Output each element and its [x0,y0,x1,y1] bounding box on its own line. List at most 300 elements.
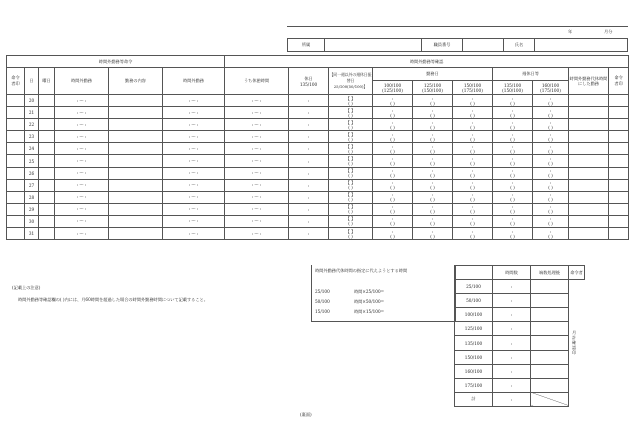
ot-work-confirm-cell[interactable] [163,143,225,155]
holiday-cell-text: : [307,194,310,200]
rest-time-header: うち休憩時間 [243,78,270,83]
summary-rounding-cell[interactable] [531,294,569,308]
ot-work-confirm-cell[interactable] [163,203,225,215]
holiday-cell[interactable] [289,191,329,203]
rate-135-cell[interactable] [493,228,533,240]
rate-160-cell[interactable] [533,179,569,191]
rest-time-cell[interactable] [225,167,289,179]
day-cell-text: 26 [28,170,35,176]
rate-135-cell[interactable] [493,203,533,215]
day-cell[interactable] [25,215,39,227]
ot-work-cell[interactable] [55,228,109,240]
rate-135-cell-top: : [511,216,514,222]
summary-hours-cell[interactable] [493,336,531,350]
day-cell-text: 20 [28,98,35,104]
rate-150-cell[interactable] [453,191,493,203]
rate-125-cell-bottom: ( ) [430,112,435,118]
rate-160-cell[interactable] [533,143,569,155]
day-cell[interactable] [25,191,39,203]
rate-125-cell-top: : [431,119,434,125]
rate-150-cell[interactable] [453,203,493,215]
ot-work-confirm-cell[interactable] [163,191,225,203]
summary-row [455,350,585,364]
holiday-cell-text: : [307,122,310,128]
summary-hours-cell[interactable] [493,308,531,322]
rate-150-cell[interactable] [453,155,493,167]
week-over-cell-top: 【 】 [345,204,356,210]
order-stamp-cell[interactable] [7,131,25,143]
work-content-cell[interactable] [109,179,163,191]
ot-work-confirm-cell[interactable] [163,155,225,167]
weekday-cell[interactable] [39,95,55,107]
rate-160-cell-bottom: ( ) [548,148,553,154]
confirm-stamp-cell[interactable] [609,131,629,143]
rate-150-cell-bottom: ( ) [470,161,475,167]
name-field[interactable] [535,39,628,52]
rest-time-cell[interactable] [225,191,289,203]
week-over-cell[interactable] [329,95,373,107]
rate-100-cell[interactable] [373,143,413,155]
ot-work-cell[interactable] [55,119,109,131]
summary-rounding-cell[interactable] [531,392,569,406]
rate-135-cell-top: : [511,204,514,210]
rate-135-cell-bottom: ( ) [510,136,515,142]
rate-150-cell-bottom: ( ) [470,209,475,215]
rate-160-cell-bottom: ( ) [548,100,553,106]
confirm-stamp-cell[interactable] [609,143,629,155]
holiday-cell-text: : [307,134,310,140]
confirm-stamp-cell[interactable] [609,191,629,203]
ot-work-confirm-cell-text: : 〜 : [188,230,199,236]
rate-135-cell-bottom: ( ) [510,100,515,106]
rate-150-cell[interactable] [453,143,493,155]
week-over-cell-top: 【 】 [345,156,356,162]
work-content-cell[interactable] [109,215,163,227]
week-over-cell-bottom: ( ) [348,136,353,142]
week-over-cell-top: 【 】 [345,192,356,198]
rate-100-cell[interactable] [373,131,413,143]
ot-work-cell[interactable] [55,107,109,119]
work-content-cell[interactable] [109,167,163,179]
order-stamp-cell[interactable] [7,107,25,119]
weekday-cell[interactable] [39,179,55,191]
substitute-cell[interactable] [569,228,609,240]
weekday-cell[interactable] [39,191,55,203]
holiday-cell-text: : [307,218,310,224]
week-over-cell[interactable] [329,167,373,179]
rate-100-cell-bottom: ( ) [390,148,395,154]
rate-150-cell-bottom: ( ) [470,173,475,179]
rate-150-cell[interactable] [453,95,493,107]
rate-150-cell[interactable] [453,179,493,191]
summary-rate-cell [455,336,493,350]
day-cell-text: 25 [28,158,35,164]
summary-rate-label: 175/100 [464,382,483,388]
summary-hours-cell[interactable] [493,392,531,406]
ot-work-cell[interactable] [55,95,109,107]
day-cell[interactable] [25,107,39,119]
rest-time-cell[interactable] [225,215,289,227]
week-over-cell[interactable] [329,143,373,155]
substitute-cell[interactable] [569,167,609,179]
substitute-cell[interactable] [569,119,609,131]
weekly-rest-group-header: 週休日等 [522,71,539,76]
day-cell[interactable] [25,228,39,240]
rate-100-cell[interactable] [373,228,413,240]
order-stamp-header: 命令 者印 [11,75,20,86]
day-cell[interactable] [25,167,39,179]
work-content-cell[interactable] [109,155,163,167]
rate-135-cell[interactable] [493,179,533,191]
week-over-cell[interactable] [329,155,373,167]
day-cell[interactable] [25,95,39,107]
rate-160-cell[interactable] [533,95,569,107]
ot-work-confirm-cell[interactable] [163,131,225,143]
rate-100-cell[interactable] [373,203,413,215]
rate-160-cell-top: : [549,156,552,162]
substitute-cell[interactable] [569,131,609,143]
ot-work-cell[interactable] [55,167,109,179]
weekday-cell[interactable] [39,107,55,119]
holiday-cell[interactable] [289,228,329,240]
week-over-cell[interactable] [329,179,373,191]
summary-rounding-cell[interactable] [531,280,569,294]
week-over-cell-top: 【 】 [345,131,356,137]
summary-hours-cell[interactable] [493,280,531,294]
ot-work-cell[interactable] [55,215,109,227]
summary-row [455,336,585,350]
rate-125-cell[interactable] [413,107,453,119]
rate-100-cell-top: : [391,228,394,234]
week-over-cell[interactable] [329,131,373,143]
confirm-stamp-cell[interactable] [609,107,629,119]
ot-work-cell[interactable] [55,179,109,191]
substitute-cell[interactable] [569,179,609,191]
substitute-cell[interactable] [569,143,609,155]
work-content-cell[interactable] [109,131,163,143]
ot-work-cell[interactable] [55,191,109,203]
week-over-cell[interactable] [329,228,373,240]
rate-135-cell[interactable] [493,107,533,119]
day-row [7,167,629,179]
rate-160-cell[interactable] [533,155,569,167]
summary-row [455,392,585,406]
rate-125-cell-bottom: ( ) [430,197,435,203]
day-cell[interactable] [25,179,39,191]
rate-150-cell[interactable] [453,228,493,240]
rate-125-cell[interactable] [413,215,453,227]
week-over-cell-bottom: ( ) [348,124,353,130]
rate-100-cell[interactable] [373,107,413,119]
ot-work-cell[interactable] [55,143,109,155]
summary-hours-cell[interactable] [493,294,531,308]
ot-work-cell[interactable] [55,203,109,215]
rate-150-cell[interactable] [453,215,493,227]
rate-125-cell[interactable] [413,95,453,107]
day-cell[interactable] [25,203,39,215]
rate-100-cell-top: : [391,119,394,125]
rate-100-cell-top: : [391,107,394,113]
rate-100-cell[interactable] [373,95,413,107]
ot-work-confirm-cell-text: : 〜 : [188,170,199,176]
summary-rounding-cell[interactable] [531,364,569,378]
weekday-cell[interactable] [39,131,55,143]
rate-125-cell[interactable] [413,167,453,179]
substitute-cell[interactable] [569,95,609,107]
rate-125-cell[interactable] [413,155,453,167]
order-stamp-cell[interactable] [7,119,25,131]
rest-time-cell[interactable] [225,95,289,107]
rate-160-cell-bottom: ( ) [548,112,553,118]
week-over-cell[interactable] [329,203,373,215]
rate-160-cell[interactable] [533,191,569,203]
week-over-cell-top: 【 】 [345,180,356,186]
work-content-cell[interactable] [109,107,163,119]
ot-work-cell-text: : 〜 : [76,158,87,164]
work-content-cell[interactable] [109,228,163,240]
day-cell[interactable] [25,155,39,167]
rate-125-cell[interactable] [413,179,453,191]
rest-time-cell[interactable] [225,228,289,240]
holiday-cell-text: : [307,206,310,212]
rate-160-cell[interactable] [533,228,569,240]
holiday-cell[interactable] [289,131,329,143]
holiday-cell[interactable] [289,143,329,155]
confirm-stamp-cell[interactable] [609,155,629,167]
work-content-cell[interactable] [109,95,163,107]
ot-work-confirm-cell-text: : 〜 : [188,218,199,224]
rate-150-cell[interactable] [453,167,493,179]
holiday-cell[interactable] [289,119,329,131]
dept-field[interactable] [325,39,422,52]
summary-hours-colon: : [510,284,513,290]
rate-100-cell-bottom: ( ) [390,161,395,167]
rate-125-cell[interactable] [413,143,453,155]
ot-work-confirm-cell[interactable] [163,179,225,191]
weekday-cell[interactable] [39,215,55,227]
rate-125-cell-bottom: ( ) [430,124,435,130]
confirm-stamp-cell[interactable] [609,95,629,107]
rest-time-cell[interactable] [225,119,289,131]
rate-100-cell[interactable] [373,215,413,227]
rest-time-cell[interactable] [225,143,289,155]
rate-160-cell[interactable] [533,107,569,119]
rate-150-cell[interactable] [453,131,493,143]
ot-work-confirm-cell[interactable] [163,167,225,179]
order-stamp-cell[interactable] [7,179,25,191]
rate-160-cell-bottom: ( ) [548,185,553,191]
staff-no-field[interactable] [463,39,504,52]
substitute-cell[interactable] [569,107,609,119]
order-stamp-cell[interactable] [7,95,25,107]
summary-table [454,265,585,407]
rest-time-cell[interactable] [225,155,289,167]
holiday-cell[interactable] [289,155,329,167]
order-stamp-cell[interactable] [7,143,25,155]
rest-time-cell[interactable] [225,107,289,119]
rate-100-cell-bottom: ( ) [390,136,395,142]
holiday-cell-text: : [307,231,310,237]
ot-work-cell[interactable] [55,131,109,143]
holiday-cell[interactable] [289,215,329,227]
order-stamp-cell[interactable] [7,203,25,215]
rest-time-cell[interactable] [225,203,289,215]
ot-work-cell[interactable] [55,155,109,167]
rate-150-cell-top: : [471,204,474,210]
week-over-cell-top: 【 】 [345,143,356,149]
order-stamp-cell[interactable] [7,228,25,240]
rate-160-cell[interactable] [533,131,569,143]
summary-rounding-cell[interactable] [531,322,569,336]
confirm-stamp-cell[interactable] [609,179,629,191]
rate-135-cell-bottom: ( ) [510,148,515,154]
summary-rate-cell [455,322,493,336]
rate-135-cell[interactable] [493,119,533,131]
ot-work-confirm-cell[interactable] [163,228,225,240]
substitute-cell[interactable] [569,215,609,227]
ot-work-confirm-cell[interactable] [163,215,225,227]
order-stamp-cell[interactable] [7,155,25,167]
substitute-rate: 25/100 [315,289,330,294]
rate-125-cell[interactable] [413,203,453,215]
weekday-header: 曜日 [42,78,51,83]
day-cell-text: 28 [28,194,35,200]
summary-rounding-cell[interactable] [531,336,569,350]
work-content-cell[interactable] [109,203,163,215]
rate-135-cell[interactable] [493,215,533,227]
rate-150-cell[interactable] [453,107,493,119]
day-header: 日 [29,78,34,83]
week-over-cell[interactable] [329,215,373,227]
work-content-cell[interactable] [109,191,163,203]
rate-160-cell-top: : [549,131,552,137]
rest-time-cell-text: : 〜 : [251,170,262,176]
rate-135-cell[interactable] [493,155,533,167]
rate-125-cell[interactable] [413,191,453,203]
rate-160-cell[interactable] [533,167,569,179]
confirm-stamp-cell[interactable] [609,119,629,131]
weekday-cell[interactable] [39,143,55,155]
rate-135-cell[interactable] [493,95,533,107]
staff-no-label: 職員番号 [433,42,451,47]
summary-rate-cell [455,294,493,308]
rest-time-cell[interactable] [225,179,289,191]
summary-hours-cell[interactable] [493,350,531,364]
week-over-cell[interactable] [329,119,373,131]
ot-work-confirm-cell[interactable] [163,119,225,131]
holiday-cell[interactable] [289,203,329,215]
order-stamp-cell[interactable] [7,215,25,227]
confirm-section-title: 時間外勤務等確認 [409,58,444,64]
rest-time-cell-text: : 〜 : [251,206,262,212]
confirm-stamp-cell[interactable] [609,167,629,179]
substitute-cell[interactable] [569,155,609,167]
day-cell[interactable] [25,119,39,131]
rate-150-cell[interactable] [453,119,493,131]
summary-rounding-cell[interactable] [531,350,569,364]
notes-title: (記載上の注意) [12,285,41,290]
rate-135-cell[interactable] [493,143,533,155]
ot-work-confirm-cell-text: : 〜 : [188,158,199,164]
summary-rounding-cell[interactable] [531,378,569,392]
confirm-stamp-cell[interactable] [609,215,629,227]
confirm-stamp-cell[interactable] [609,203,629,215]
order-stamp-cell[interactable] [7,167,25,179]
rate-135-cell-bottom: ( ) [510,161,515,167]
summary-hours-cell[interactable] [493,322,531,336]
holiday-cell[interactable] [289,179,329,191]
ot-work-confirm-cell[interactable] [163,107,225,119]
rest-time-cell-text: : 〜 : [251,182,262,188]
rate-160-cell[interactable] [533,215,569,227]
ot-work-cell-text: : 〜 : [76,182,87,188]
ot-work-confirm-cell-text: : 〜 : [188,97,199,103]
summary-hours-header: 時間数 [505,269,518,275]
rate-160-cell[interactable] [533,119,569,131]
rate-135-cell[interactable] [493,131,533,143]
rate-100-cell[interactable] [373,155,413,167]
week-over-cell[interactable] [329,191,373,203]
weekday-cell[interactable] [39,119,55,131]
work-content-cell[interactable] [109,119,163,131]
rate-150-cell-top: : [471,180,474,186]
holiday-header: 休日 135/100 [299,75,318,87]
rate-160-cell[interactable] [533,203,569,215]
weekday-cell[interactable] [39,228,55,240]
rate-125-cell[interactable] [413,119,453,131]
holiday-cell[interactable] [289,107,329,119]
summary-rounding-cell[interactable] [531,308,569,322]
rate-100-cell[interactable] [373,167,413,179]
work-content-cell[interactable] [109,143,163,155]
rate-135-cell-top: : [511,143,514,149]
rate-100-cell-top: : [391,204,394,210]
rate-100-cell[interactable] [373,179,413,191]
holiday-cell[interactable] [289,95,329,107]
rest-time-cell[interactable] [225,131,289,143]
summary-hours-colon: : [510,368,513,374]
weekday-cell[interactable] [39,167,55,179]
rate-100-cell[interactable] [373,119,413,131]
substitute-cell[interactable] [569,191,609,203]
summary-rate-label: 50/100 [466,298,481,304]
summary-rate-cell [455,392,493,406]
summary-hours-cell[interactable] [493,378,531,392]
weekday-cell[interactable] [39,203,55,215]
rate-125-cell[interactable] [413,228,453,240]
summary-rate-cell [455,350,493,364]
rate-100-cell[interactable] [373,191,413,203]
order-stamp-cell[interactable] [7,191,25,203]
ot-work-confirm-cell[interactable] [163,95,225,107]
holiday-cell[interactable] [289,167,329,179]
rate-135-cell-top: : [511,119,514,125]
substitute-time-box [311,265,456,322]
confirm-stamp-cell[interactable] [609,228,629,240]
rate-125-cell-bottom: ( ) [430,100,435,106]
weekday-cell[interactable] [39,155,55,167]
rate-135-cell[interactable] [493,167,533,179]
day-cell[interactable] [25,131,39,143]
day-cell[interactable] [25,143,39,155]
week-over-cell[interactable] [329,107,373,119]
rate-125-cell[interactable] [413,131,453,143]
overtime-table [6,55,629,240]
substitute-cell[interactable] [569,203,609,215]
summary-hours-cell[interactable] [493,364,531,378]
week-over-header: 【同一週以外の週休日振替日 25/100(50/100)】 [329,72,372,89]
rate-135-cell[interactable] [493,191,533,203]
